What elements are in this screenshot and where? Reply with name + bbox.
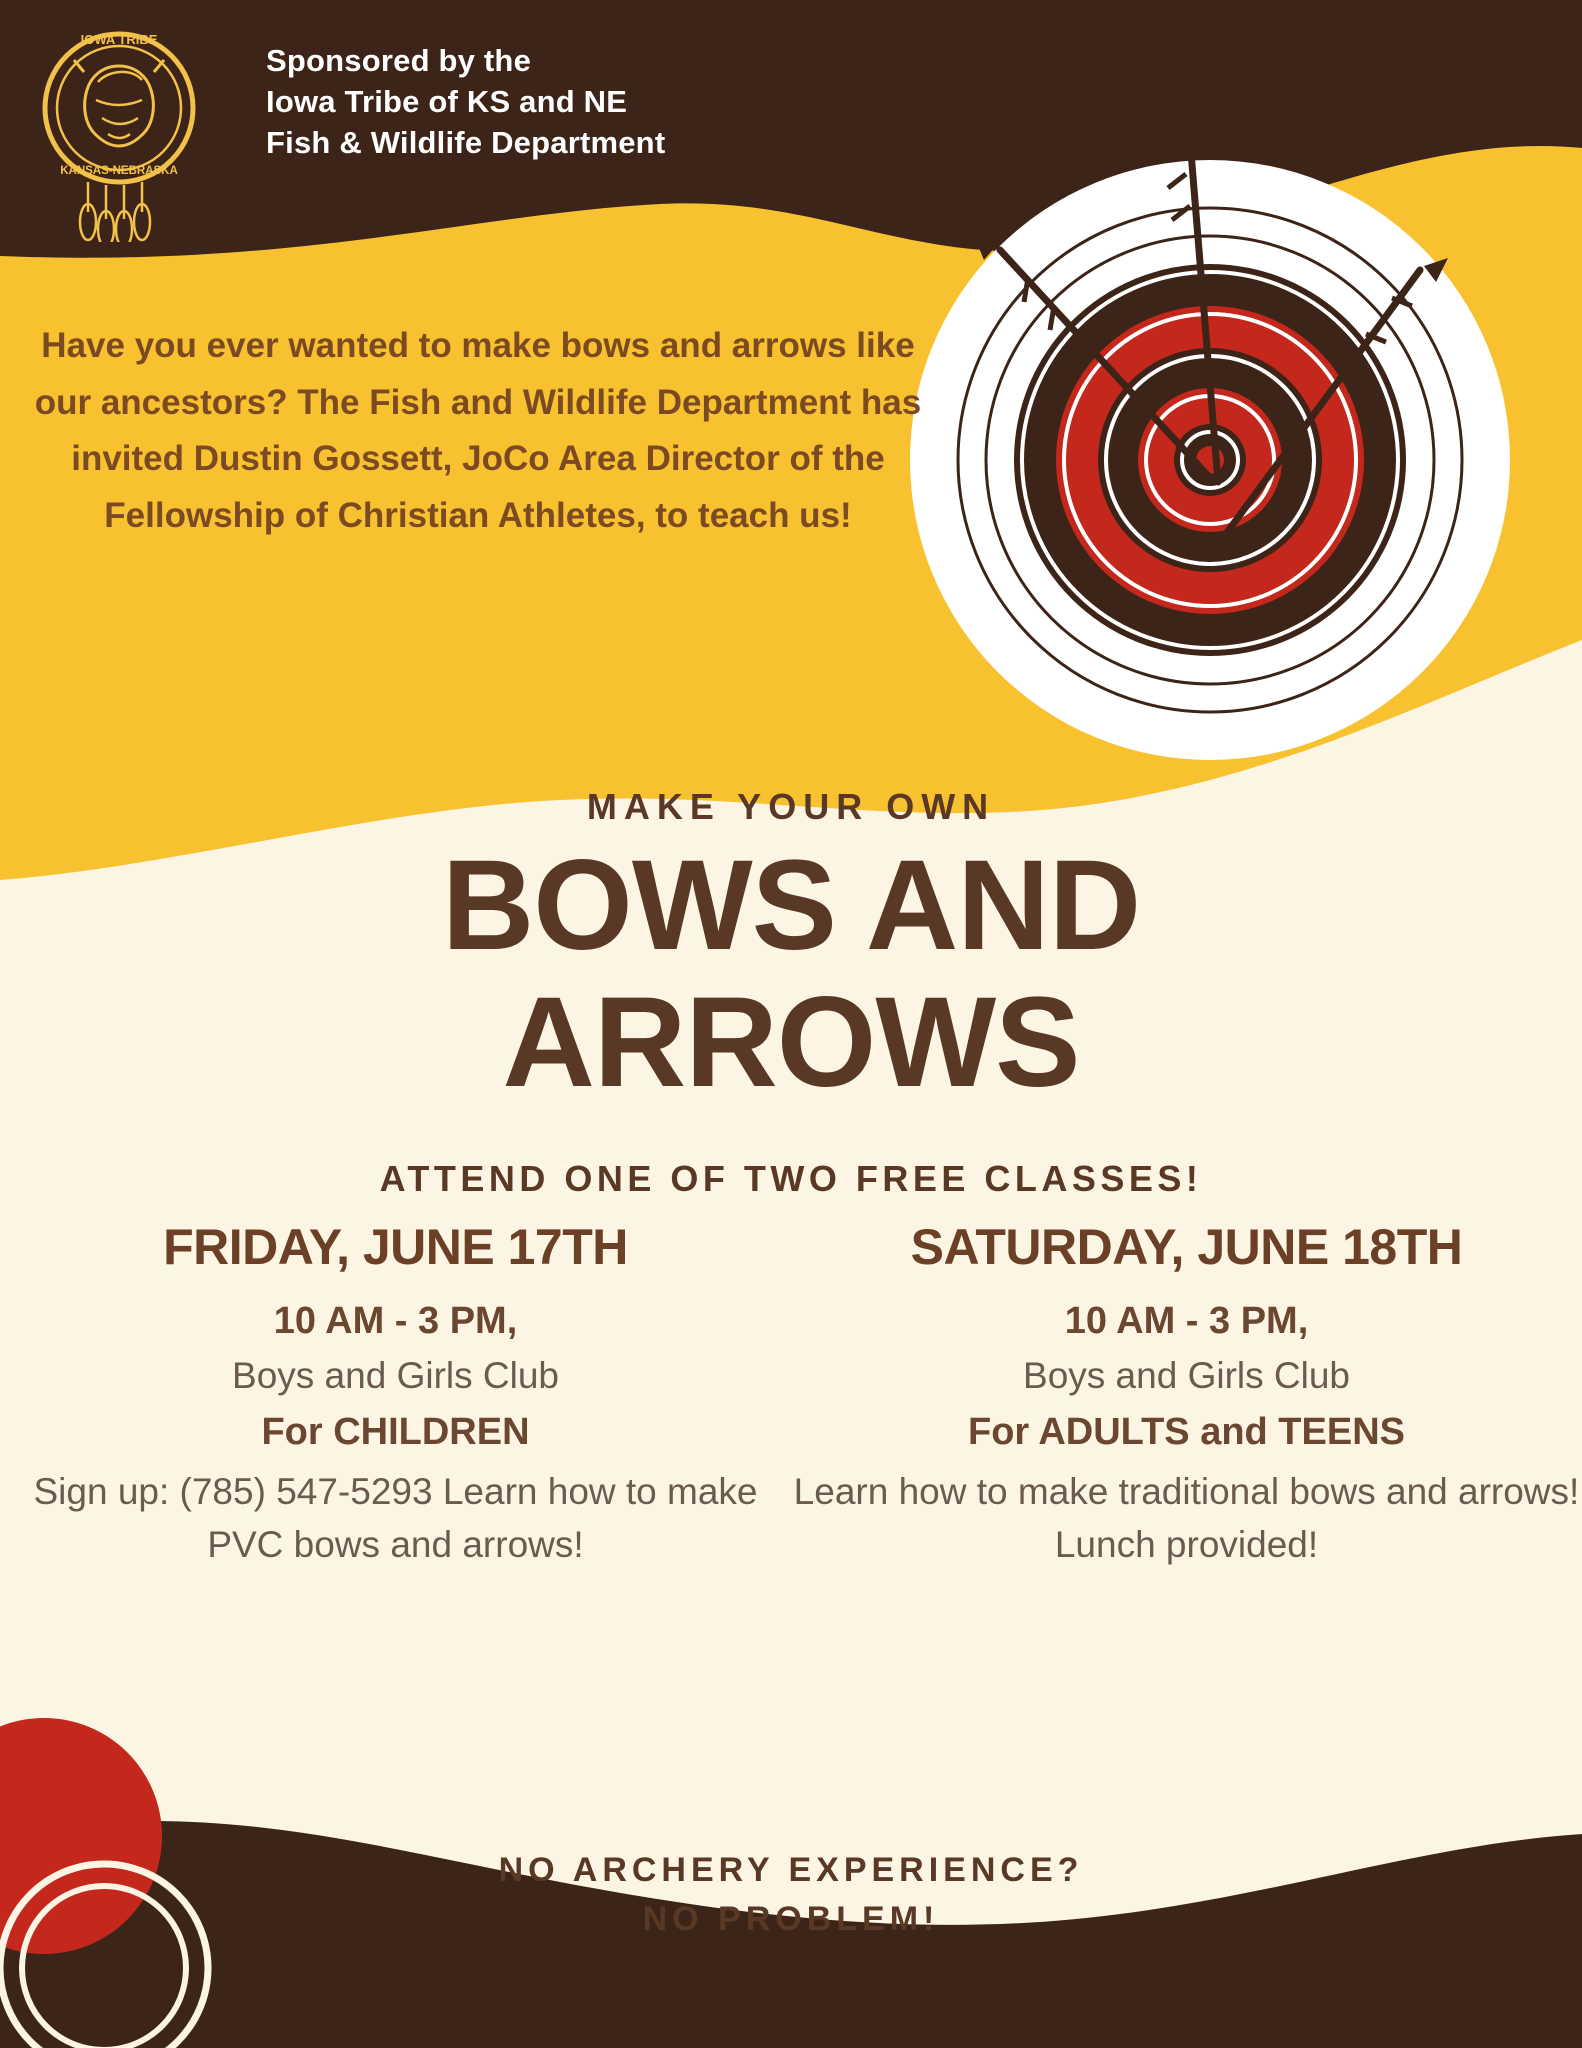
class-day: FRIDAY, JUNE 17TH	[163, 1219, 628, 1275]
sponsor-line-2: Iowa Tribe of KS and NE	[266, 84, 628, 120]
tagline-line-2: NO PROBLEM!	[642, 1900, 940, 1939]
footer-tagline	[0, 1846, 1582, 1945]
class-time: 10 AM - 3 PM,	[273, 1300, 518, 1342]
svg-text:IOWA TRIBE: IOWA TRIBE	[80, 32, 158, 47]
decorative-circles	[0, 1618, 330, 2048]
iowa-tribe-logo-icon	[38, 22, 200, 242]
title-kicker: MAKE YOUR OWN	[586, 786, 996, 827]
class-day: SATURDAY, JUNE 18TH	[910, 1219, 1463, 1275]
class-detail: Learn how to make traditional bows and arrows! Lunch provided!	[793, 1471, 1580, 1565]
class-venue: Boys and Girls Club	[232, 1355, 559, 1396]
class-column-friday	[0, 1218, 791, 1571]
class-venue: Boys and Girls Club	[1023, 1355, 1350, 1396]
sponsor-line-1: Sponsored by the	[266, 43, 532, 78]
class-audience: For CHILDREN	[261, 1411, 530, 1453]
class-columns	[0, 1218, 1582, 1571]
archery-target-illustration	[900, 150, 1520, 770]
class-detail: Sign up: (785) 547-5293 Learn how to make PVC bows and arrows!	[33, 1471, 758, 1565]
sponsor-line-3: Fish & Wildlife Department	[266, 125, 666, 161]
title-line-2: ARROWS	[502, 970, 1080, 1114]
class-column-saturday	[791, 1218, 1582, 1571]
title-line-1: BOWS AND	[441, 834, 1141, 977]
svg-text:KANSAS-NEBRASKA: KANSAS-NEBRASKA	[60, 165, 178, 177]
tagline-line-1: NO ARCHERY EXPERIENCE?	[498, 1851, 1084, 1889]
sponsor-text	[266, 40, 665, 164]
page-title	[0, 834, 1582, 1114]
intro-paragraph: Have you ever wanted to make bows and arrows like our ancestors? The Fish and Wildlife Department has invited Dustin Gossett, JoCo Area Director of the Fellowship of Christian Athletes, to teach us!	[34, 326, 922, 536]
class-audience: For ADULTS and TEENS	[968, 1411, 1405, 1453]
title-subtitle: ATTEND ONE OF TWO FREE CLASSES!	[379, 1158, 1203, 1199]
class-time: 10 AM - 3 PM,	[1064, 1300, 1309, 1342]
